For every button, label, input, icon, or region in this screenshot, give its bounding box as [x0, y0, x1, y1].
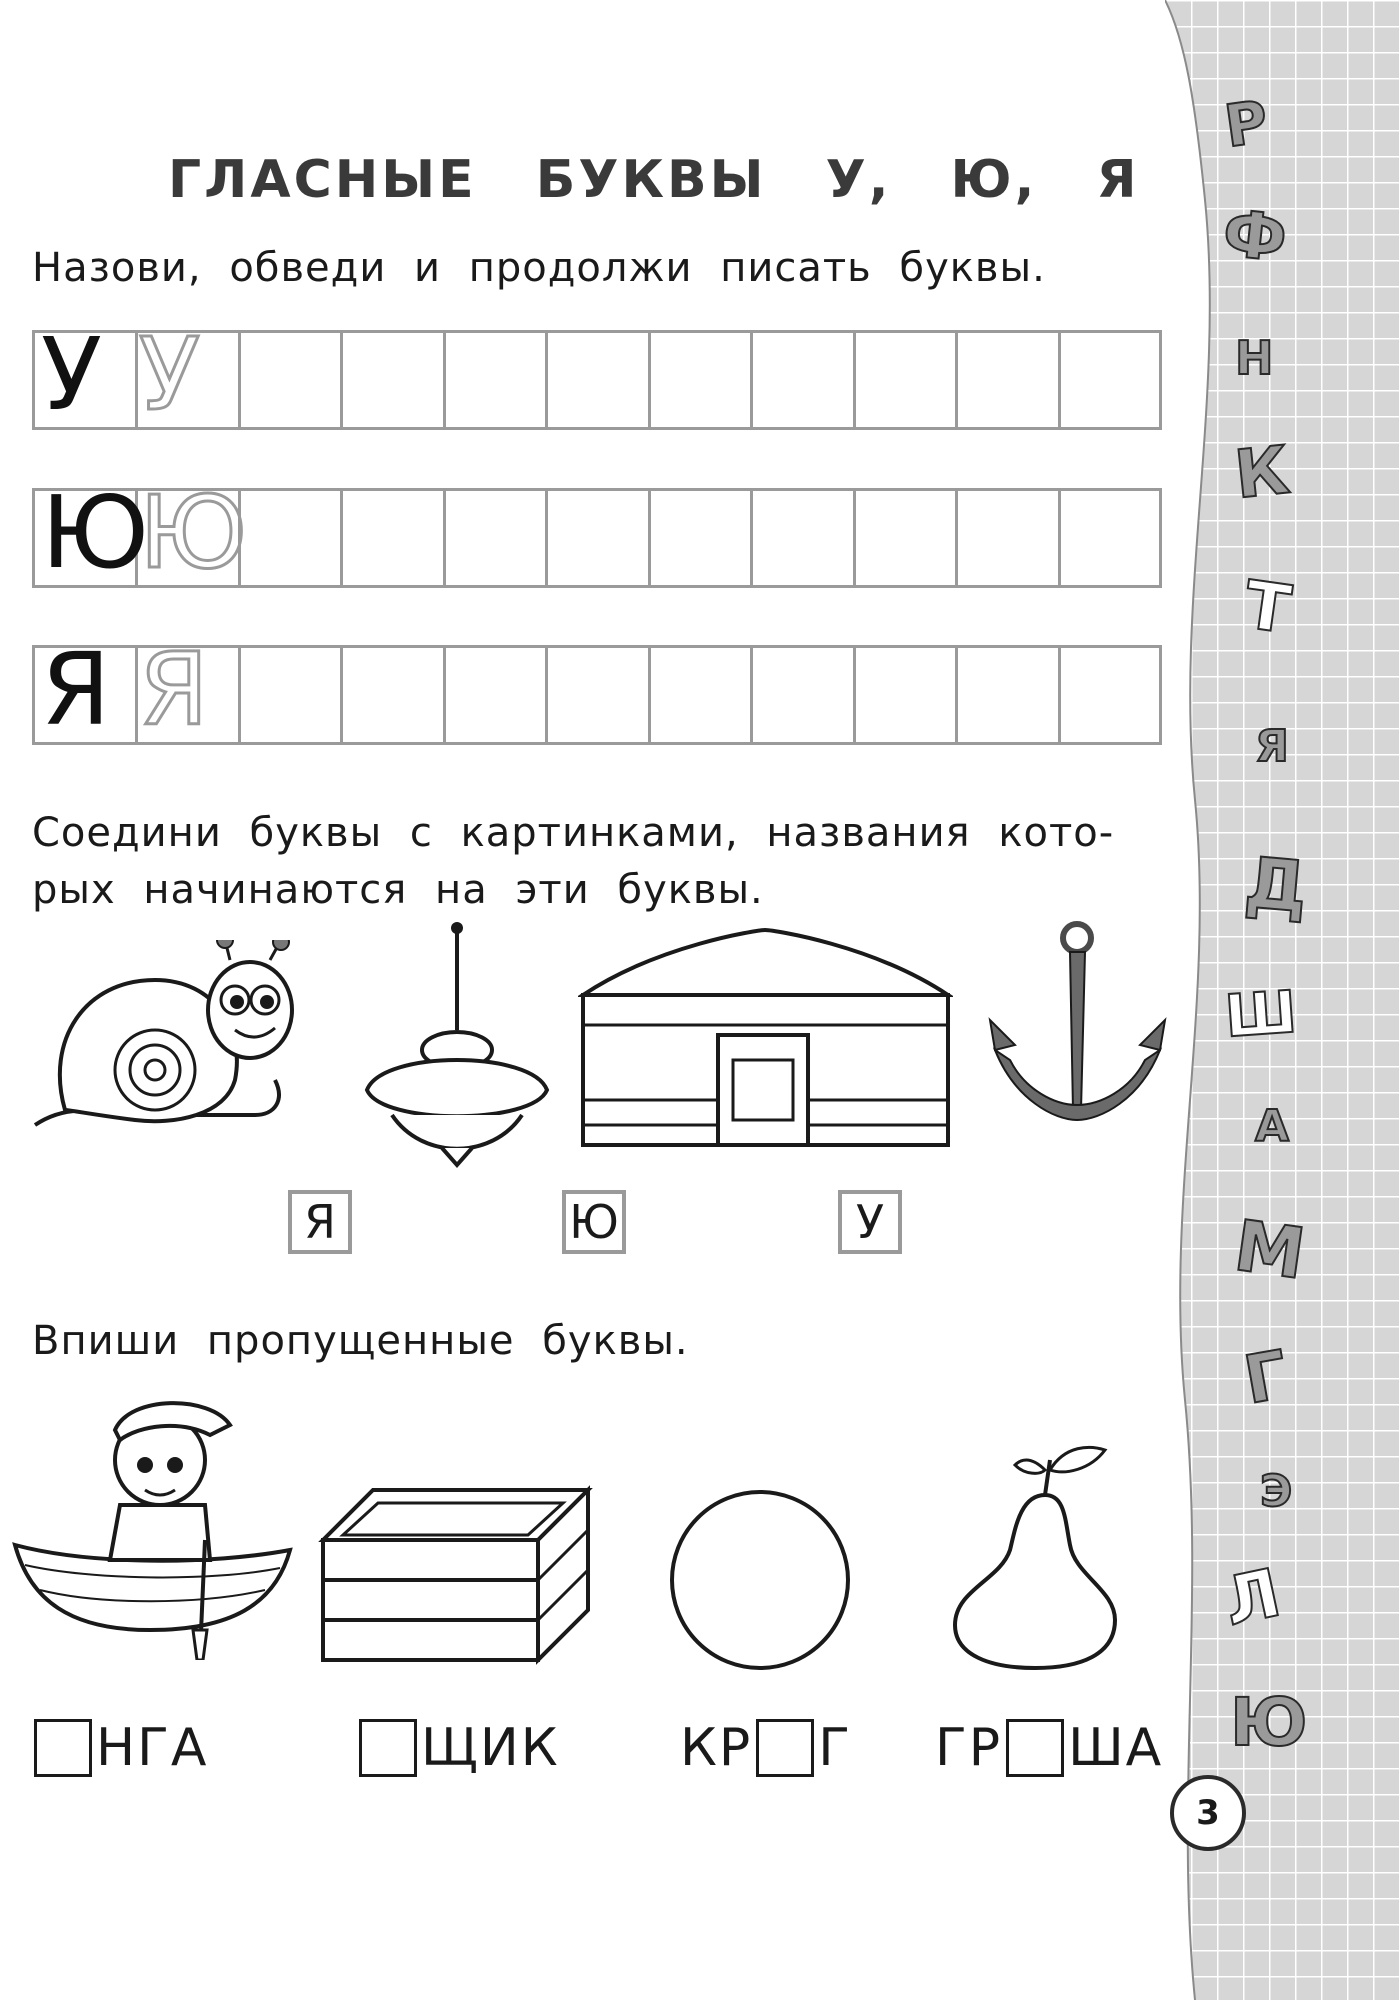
task-instruction-fill: Впиши пропущенные буквы.	[32, 1318, 689, 1364]
circle-picture[interactable]	[665, 1485, 855, 1675]
pear-picture[interactable]	[950, 1440, 1120, 1670]
traced-letter: Ю	[41, 474, 149, 591]
dashed-letter: Я	[139, 631, 209, 748]
dashed-letter: У	[139, 316, 200, 433]
sidebar-letter: Ф	[1219, 196, 1291, 278]
sidebar-letter: Л	[1217, 1554, 1288, 1641]
sidebar-letter: Р	[1220, 87, 1273, 161]
match-letter-box[interactable]: Я	[288, 1190, 352, 1254]
task-instruction-match-1: Соедини буквы с картинками, названия кото-	[32, 810, 1115, 856]
writing-row-yu[interactable]	[32, 474, 1162, 591]
page-title: ГЛАСНЫЕ БУКВЫ У, Ю, Я	[168, 150, 1140, 210]
dashed-letter: Ю	[139, 474, 247, 591]
sidebar-letter: Д	[1241, 841, 1311, 929]
task-instruction-trace: Назови, обведи и продолжи писать буквы.	[32, 245, 1046, 291]
sidebar-letter: Я	[1255, 721, 1289, 772]
word-part: Г	[818, 1718, 852, 1778]
sidebar-letter: Н	[1235, 331, 1274, 385]
sidebar-letter: Э	[1260, 1466, 1293, 1517]
boy-in-boat-picture[interactable]	[10, 1390, 295, 1660]
blank-box[interactable]	[1006, 1719, 1064, 1777]
snail-picture[interactable]	[25, 940, 305, 1150]
crate-picture[interactable]	[318, 1485, 593, 1665]
blank-box[interactable]	[34, 1719, 92, 1777]
page-number: 3	[1170, 1775, 1246, 1851]
traced-letter: Я	[41, 631, 111, 748]
word-part: КР	[680, 1718, 753, 1778]
alphabet-sidebar	[1165, 0, 1400, 2000]
writing-row-u[interactable]	[32, 316, 1162, 433]
spinning-top-picture[interactable]	[362, 920, 552, 1170]
sidebar-letter: К	[1231, 431, 1293, 514]
anchor-picture[interactable]	[985, 920, 1170, 1140]
traced-letter: У	[41, 316, 102, 433]
writing-row-ya[interactable]	[32, 631, 1162, 748]
match-letter-box[interactable]: У	[838, 1190, 902, 1254]
sidebar-letter: Ю	[1230, 1684, 1308, 1761]
sidebar-letter: Ш	[1222, 977, 1299, 1051]
word-part: НГА	[96, 1718, 209, 1778]
match-letter-box[interactable]: Ю	[562, 1190, 626, 1254]
sidebar-letter: Т	[1239, 566, 1296, 649]
word-part: ША	[1068, 1718, 1164, 1778]
sidebar-letter: А	[1255, 1101, 1290, 1152]
word-fill-1	[30, 1718, 208, 1778]
blank-box[interactable]	[756, 1719, 814, 1777]
word-fill-3	[680, 1718, 852, 1778]
task-instruction-match-2: рых начинаются на эти буквы.	[32, 867, 764, 913]
word-fill-2	[355, 1718, 560, 1778]
sidebar-letter: Г	[1238, 1335, 1294, 1420]
yurt-picture[interactable]	[578, 925, 953, 1155]
word-fill-4	[935, 1718, 1163, 1778]
word-part: ГР	[935, 1718, 1003, 1778]
sidebar-letter: М	[1229, 1204, 1311, 1296]
word-part: ЩИК	[421, 1718, 560, 1778]
blank-box[interactable]	[359, 1719, 417, 1777]
